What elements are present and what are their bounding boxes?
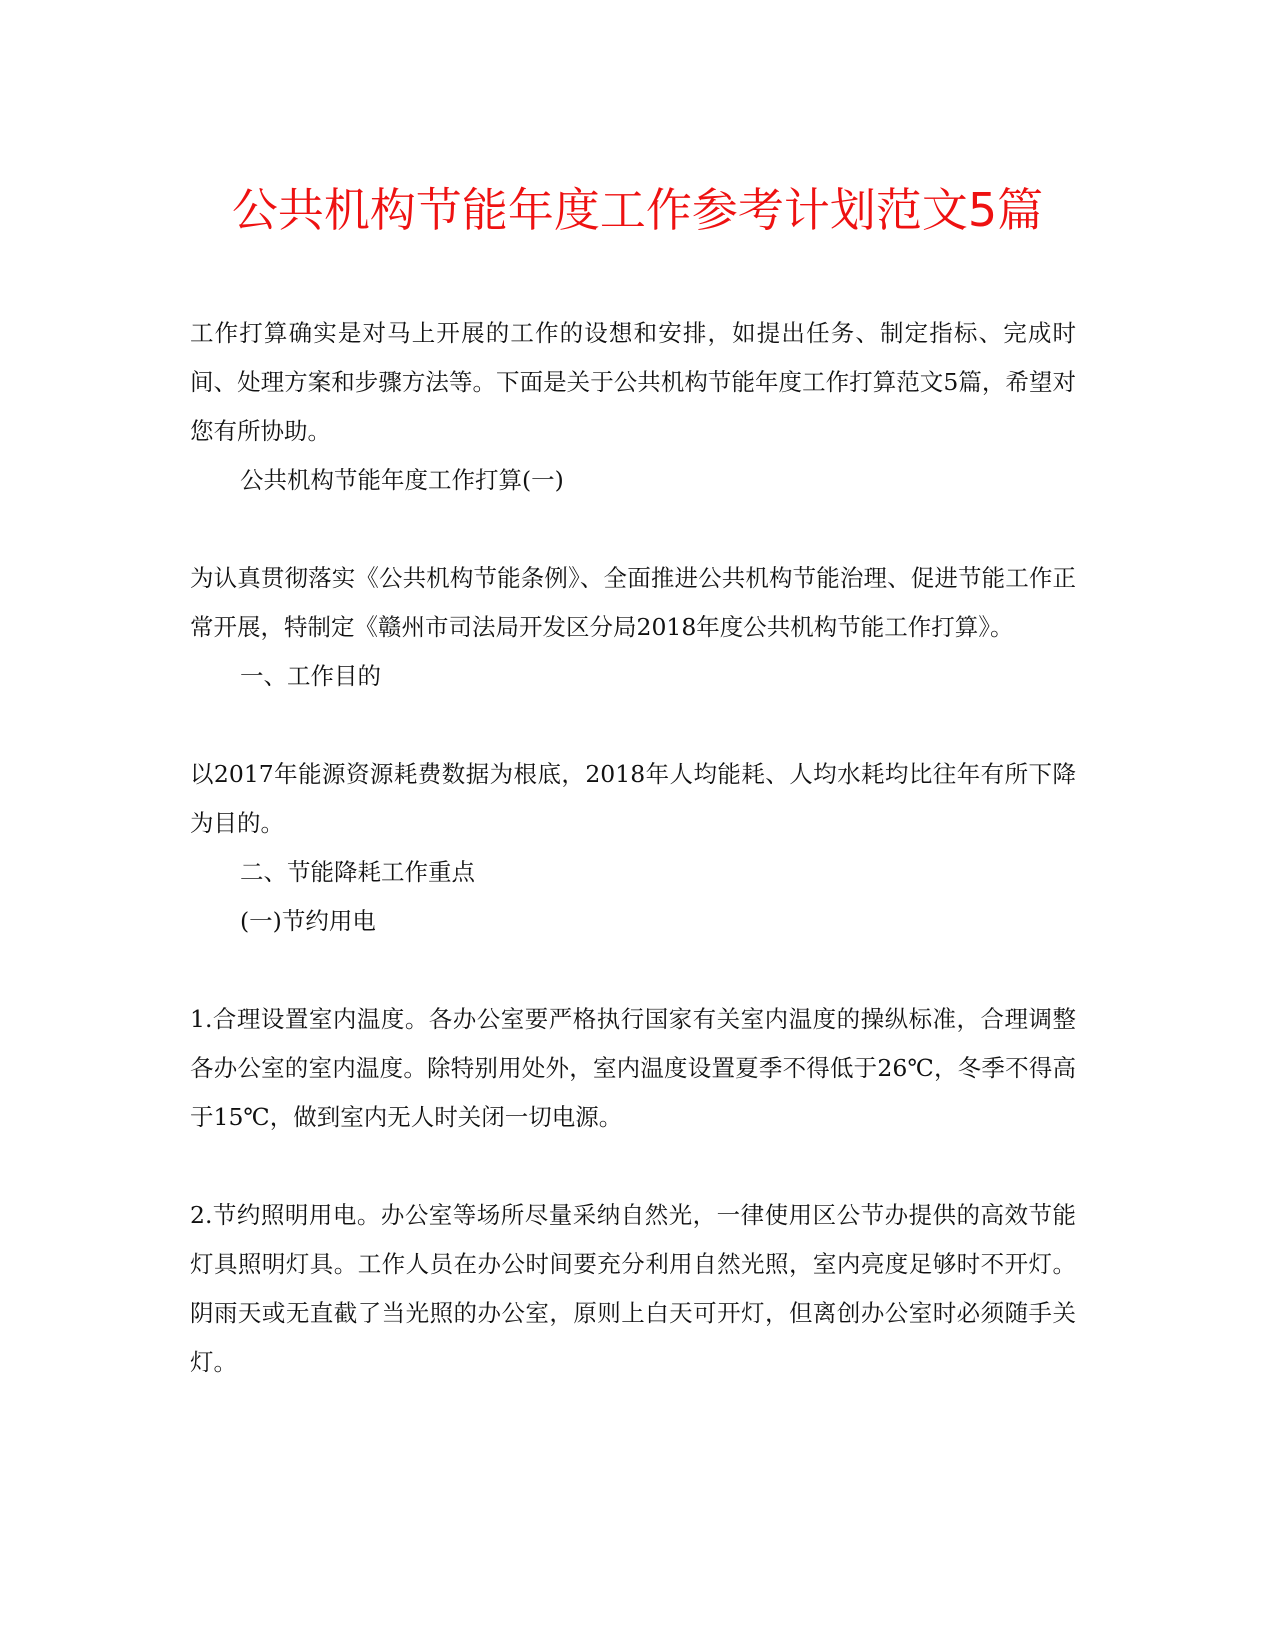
section-heading: 公共机构节能年度工作打算(一) — [240, 466, 564, 494]
body-paragraph: 以2017年能源资源耗费数据为根底，2018年人均能耗、人均水耗均比往年有所下降为目的。 — [190, 760, 1076, 837]
list-item-paragraph: 2.节约照明用电。办公室等场所尽量采纳自然光，一律使用区公节办提供的高效节能灯具照明灯具。工作人员在办公时间要充分利用自然光照，室内亮度足够时不开灯。阴雨天或无直截了当光照的办公室，原则上白天可开灯，但离创办公室时必须随手关灯。 — [190, 1201, 1076, 1376]
section-heading: 一、工作目的 — [240, 662, 381, 690]
intro-paragraph: 工作打算确实是对马上开展的工作的设想和安排，如提出任务、制定指标、完成时间、处理方案和步骤方法等。下面是关于公共机构节能年度工作打算范文5篇，希望对您有所协助。 — [190, 319, 1076, 445]
list-item-paragraph: 1.合理设置室内温度。各办公室要严格执行国家有关室内温度的操纵标准，合理调整各办公室的室内温度。除特别用处外，室内温度设置夏季不得低于26℃，冬季不得高于15℃，做到室内无人时关闭一切电源。 — [190, 1005, 1076, 1131]
document-title: 公共机构节能年度工作参考计划范文5篇 — [231, 183, 1044, 237]
subsection-heading: (一)节约用电 — [240, 907, 376, 935]
body-paragraph: 为认真贯彻落实《公共机构节能条例》、全面推进公共机构节能治理、促进节能工作正常开展，特制定《赣州市司法局开发区分局2018年度公共机构节能工作打算》。 — [190, 564, 1076, 641]
section-heading: 二、节能降耗工作重点 — [240, 858, 475, 886]
document-body — [190, 309, 1076, 1387]
